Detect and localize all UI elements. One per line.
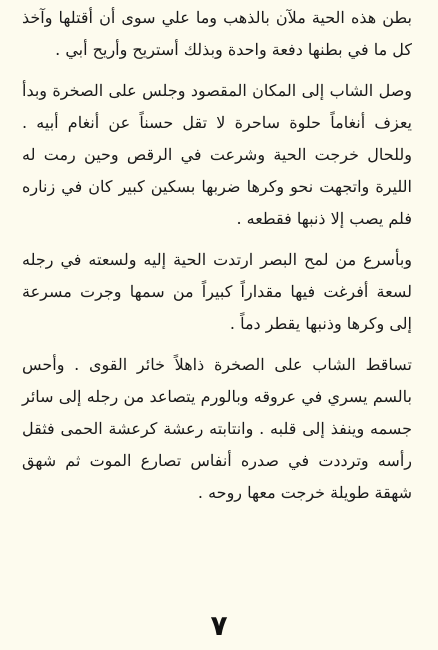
paragraph-2: وصل الشاب إلى المكان المقصود وجلس على الصخرة وبدأ يعزف أنغاماً حلوة ساحرة لا تقل حسناً عن أنغام أبيه . وللحال خرجت الحية وشرعت في الرقص وحين رمت له الليرة واتجهت نحو وكرها ضربها بسكين كبير كان في زناره فلم يصب إلا ذنبها فقطعه .: [22, 81, 412, 228]
paragraph-4: تساقط الشاب على الصخرة ذاهلاً خائر القوى . وأحس بالسم يسري في عروقه وبالورم يتصاعد من رجله إلى سائر جسمه وينفذ إلى قلبه . وانتابته رعشة كرعشة الحمى فثقل رأسه وترددت في صدره أنفاس تصارع الموت ثم شهق شهقة طويلة خرجت معها روحه .: [22, 355, 412, 502]
page-number: ٧: [210, 609, 228, 642]
paragraph-3: وبأسرع من لمح البصر ارتدت الحية إليه ولسعته في رجله لسعة أفرغت فيها مقداراً كبيراً من سمها وجرت مسرعة إلى وكرها وذنبها يقطر دماً .: [22, 250, 412, 333]
paragraph-1: بطن هذه الحية ملآن بالذهب وما علي سوى أن أقتلها وآخذ كل ما في بطنها دفعة واحدة وبذلك أستريح وأريح أبي .: [22, 8, 412, 59]
